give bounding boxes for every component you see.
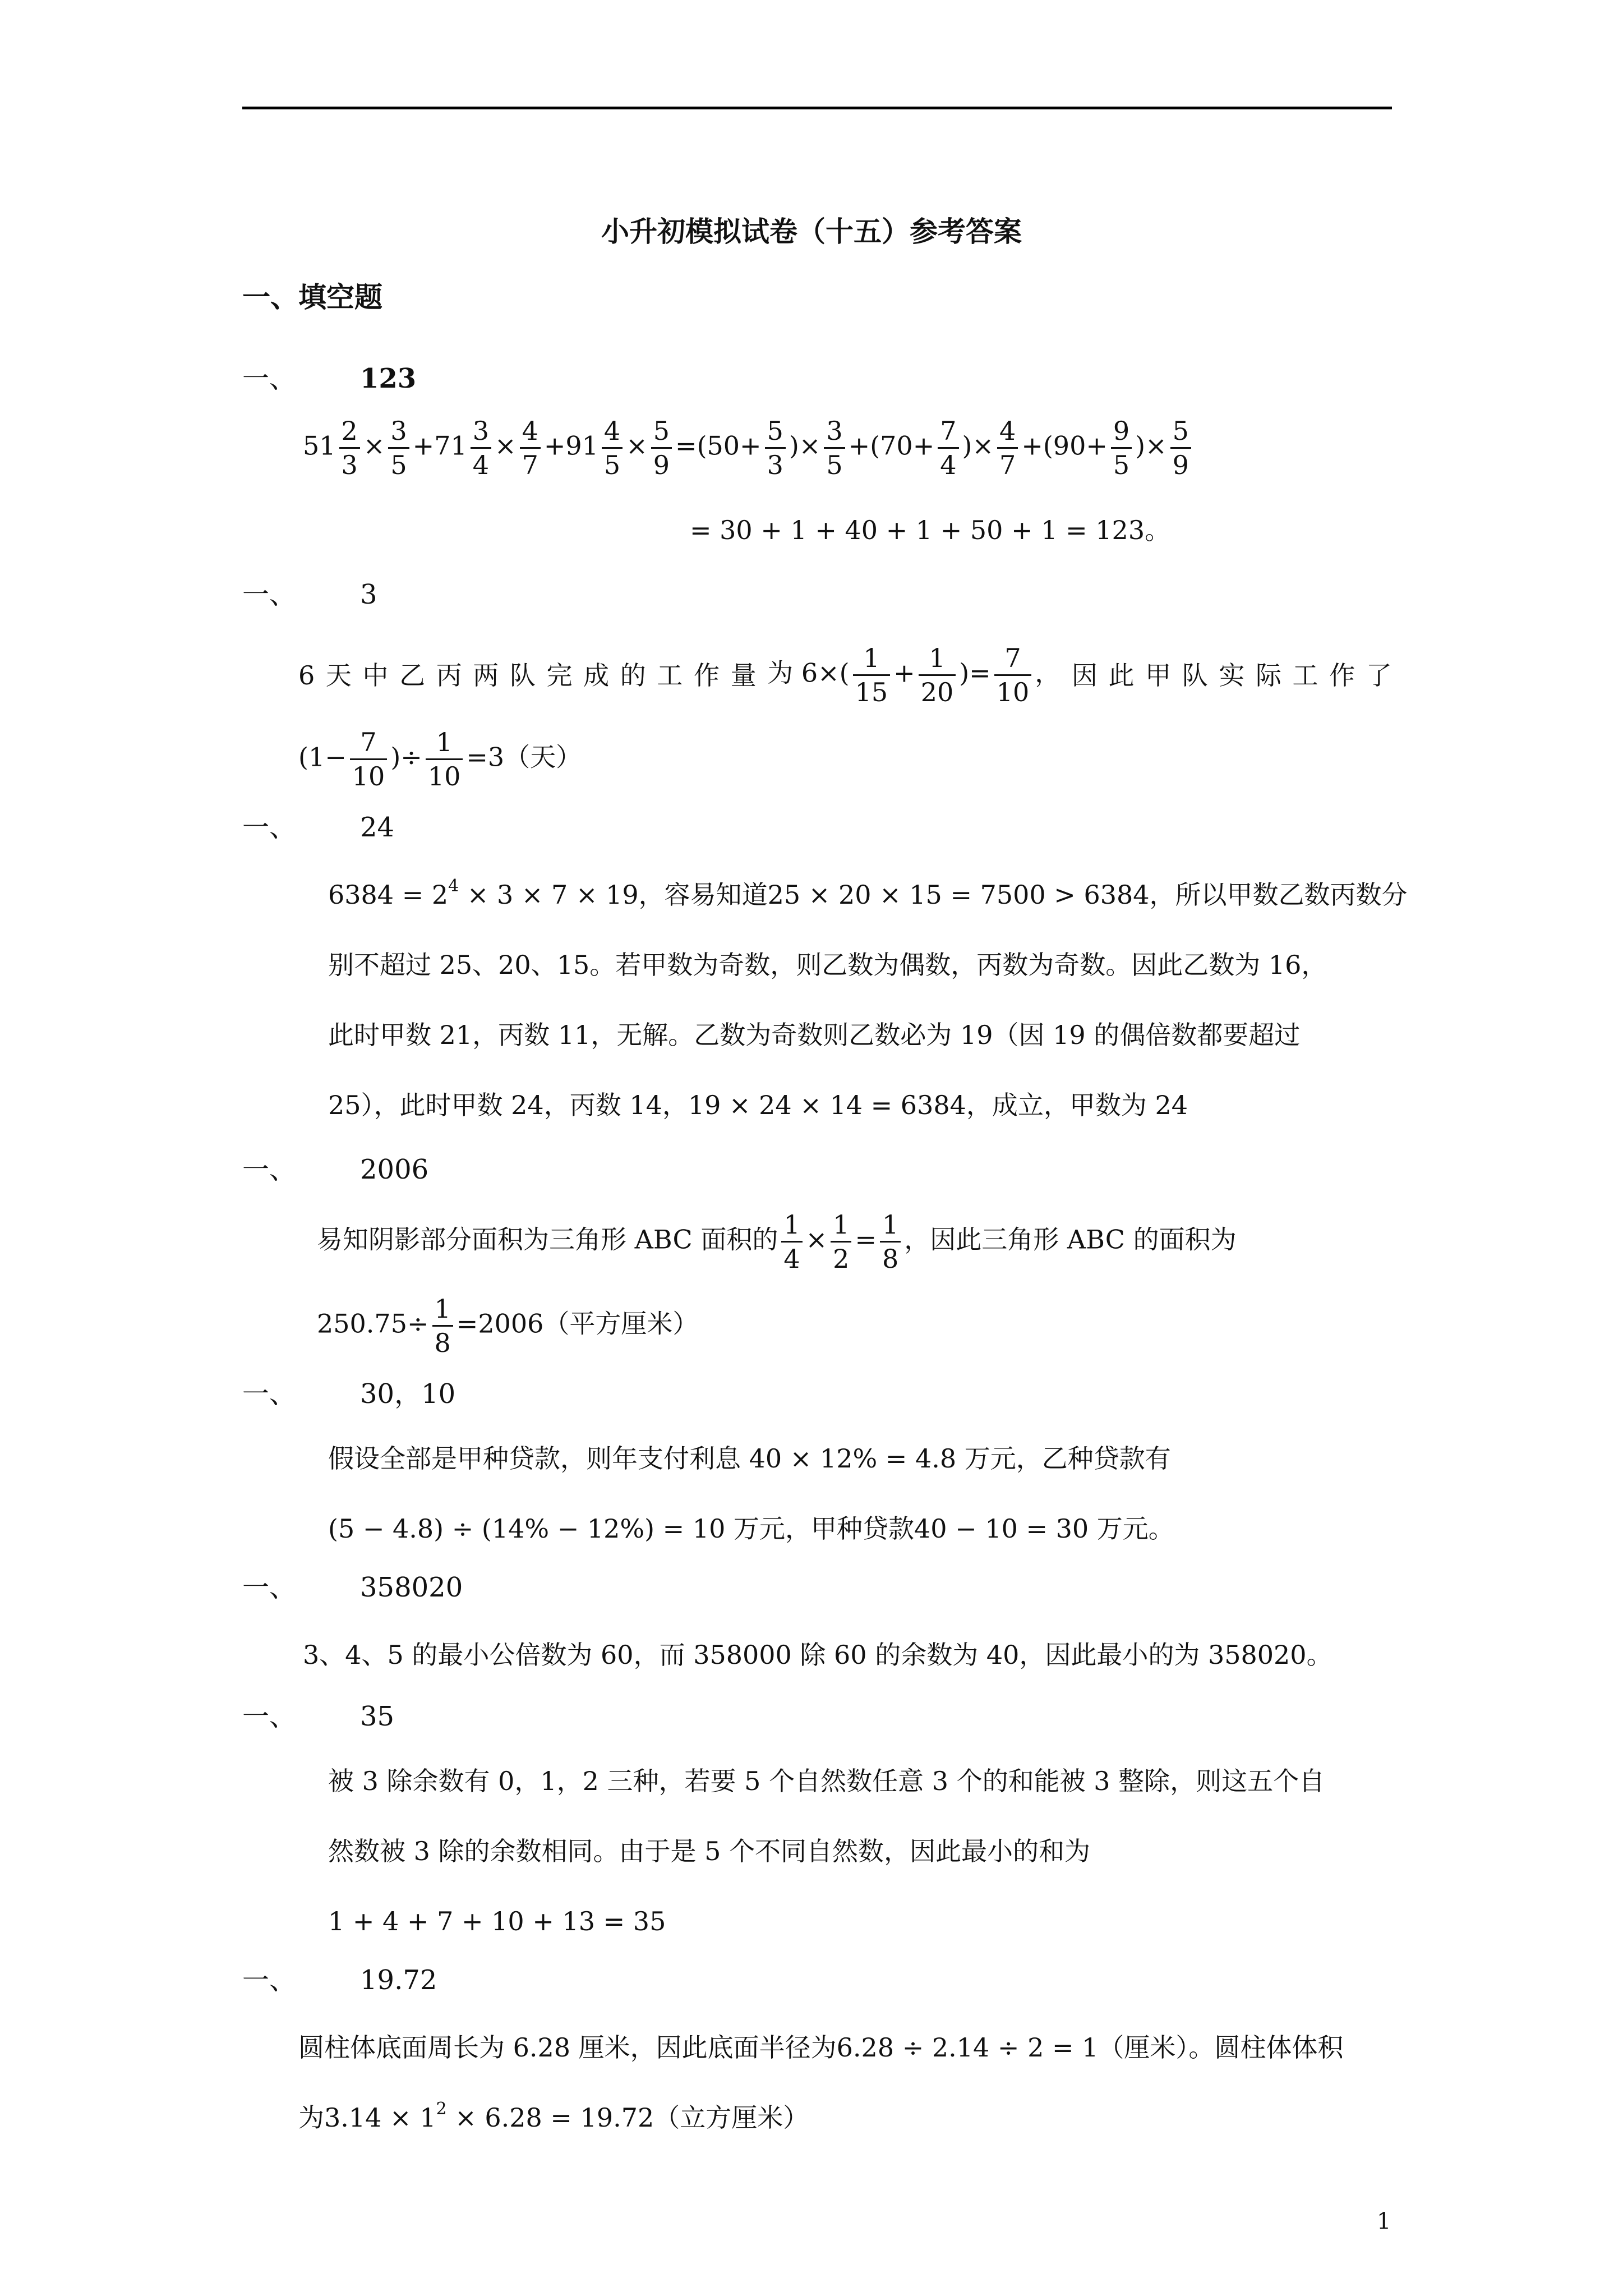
- question-number: 一、: [242, 1378, 297, 1410]
- page-title: 小升初模拟试卷（十五）参考答案: [601, 215, 1022, 248]
- q7-text-line-2: 然数被 3 除的余数相同。由于是 5 个不同自然数，因此最小的和为: [328, 1836, 1091, 1866]
- question-2-header: [242, 575, 377, 614]
- q4-text-line-2: 250.75÷ $\frac{1}{8}$ =2006（平方厘米）: [317, 1294, 699, 1358]
- question-answer: 2006: [360, 1154, 429, 1185]
- q4-text-line-1: 易知阴影部分面积为三角形 ABC 面积的 $\frac{1}{4}$ × $\frac{1}{2}$ = $\frac{1}{8}$ ，因此三角形 ABC 的面积为: [317, 1209, 1237, 1274]
- question-3-header: [242, 808, 394, 847]
- question-5-header: [242, 1374, 455, 1414]
- q8-text-line-2: 为$3.14 \times 1^2 \times 6.28 = 19.72$（立方厘米）: [298, 2099, 809, 2133]
- question-number: 一、: [242, 1572, 297, 1603]
- q1-formula-line-1: 51 $\frac{2}{3}$ × $\frac{3}{5}$ +71 $\frac{3}{4}$ × $\frac{4}{7}$ +91 $\frac{4}{5}$ × $\frac{5}{9}$ =(50+ $\frac{5}{3}$ )× $\frac{3}{5}$ +(70+ $\frac{7}{4}$ )× $\frac{4}{7}$ +(90+ $\frac{9}{5}$ )× $\frac{5}{9}$: [303, 418, 1195, 478]
- q3-text-line-2: 别不超过 25、20、15。若甲数为奇数，则乙数为偶数，丙数为奇数。因此乙数为 16，: [328, 950, 1327, 980]
- question-number: 一、: [242, 812, 297, 843]
- q6-text-line-1: 3、4、5 的最小公倍数为 60，而 358000 除 60 的余数为 40，因此最小的为 358020。: [303, 1640, 1332, 1670]
- question-answer: 19.72: [360, 1964, 437, 1996]
- question-number: 一、: [242, 363, 297, 394]
- question-number: 一、: [242, 1154, 297, 1185]
- q8-text-line-1: 圆柱体底面周长为 6.28 厘米，因此底面半径为6.28 ÷ 2.14 ÷ 2 = 1（厘米）。圆柱体体积: [298, 2032, 1344, 2063]
- q7-text-line-1: 被 3 除余数有 0，1，2 三种，若要 5 个自然数任意 3 个的和能被 3 整除，则这五个自: [328, 1766, 1325, 1796]
- q7-text-line-3: 1 + 4 + 7 + 10 + 13 = 35: [328, 1906, 666, 1936]
- question-number: 一、: [242, 1964, 297, 1996]
- question-number: 一、: [242, 579, 297, 610]
- q1-formula-line-2: = 30 + 1 + 40 + 1 + 50 + 1 = 123。: [690, 515, 1171, 545]
- question-8-header: [242, 1961, 437, 2000]
- question-answer: 30，10: [360, 1378, 456, 1410]
- q2-text-line-2: (1− $\frac{7}{10}$ )÷ $\frac{1}{10}$ =3（天）: [298, 727, 582, 792]
- question-answer: 24: [360, 812, 395, 843]
- header-rule: [242, 107, 1392, 109]
- question-6-header: [242, 1568, 463, 1607]
- q5-text-line-1: 假设全部是甲种贷款，则年支付利息 40 × 12% = 4.8 万元，乙种贷款有: [328, 1443, 1171, 1474]
- question-7-header: [242, 1697, 394, 1736]
- question-number: 一、: [242, 1701, 297, 1732]
- question-answer: 123: [360, 363, 417, 394]
- q5-text-line-2: (5 − 4.8) ÷ (14% − 12%) = 10 万元，甲种贷款40 − 10 = 30 万元。: [328, 1513, 1174, 1544]
- q3-text-line-1: $6384 = 2^4 \times 3 \times 7 \times 19$，容易知道25 × 20 × 15 = 7500 > 6384，所以甲数乙数丙数分: [328, 876, 1408, 910]
- question-answer: 35: [360, 1701, 395, 1732]
- q2-text-line-1: 6 天 中 乙 丙 两 队 完 成 的 工 作 量 为 6×( $\frac{1}{15}$ + $\frac{1}{20}$ )= $\frac{7}{10}$ ， 因 此 甲 队 实 际 工 作 了: [298, 643, 1392, 707]
- question-answer: 358020: [360, 1572, 463, 1603]
- section-heading: 一、填空题: [242, 280, 382, 314]
- question-4-header: [242, 1150, 428, 1189]
- q3-text-line-4: 25），此时甲数 24，丙数 14，19 × 24 × 14 = 6384，成立，甲数为 24: [328, 1090, 1188, 1120]
- question-1-header: [242, 359, 416, 398]
- page-number: 1: [1377, 2208, 1391, 2234]
- question-answer: 3: [360, 579, 377, 610]
- q3-text-line-3: 此时甲数 21，丙数 11，无解。乙数为奇数则乙数必为 19（因 19 的偶倍数都要超过: [328, 1020, 1301, 1050]
